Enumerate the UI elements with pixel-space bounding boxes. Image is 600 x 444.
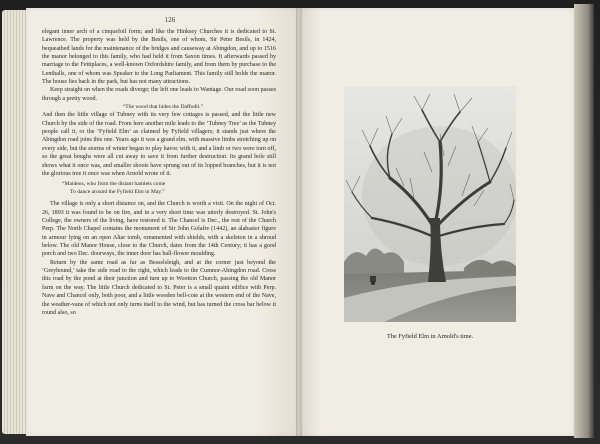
verse-quote <box>62 181 276 196</box>
paragraph: Keep straight on when the roads diverge; the left one leads to Wantage. Our road soon passes through a pretty wood. <box>42 87 276 102</box>
verse-line: To dance around the Fyfield Elm in May.” <box>70 188 165 195</box>
tree-illustration <box>344 86 516 322</box>
page-edges <box>2 10 28 434</box>
paragraph: elegant inner arch of a cinquefoil form; and like the Hinksey Churches it is dedicated to St. Lawrence. The property was held by the Besils, one of whom, Sir Peter Besils, in 1424, bequeathed lands for the maintenance of the bridges and causeway at Abingdon, and up to 1516 the manor belonged to this family, who had held it from Saxon times. It afterwards passed by marriage to the Fettiplaces, a well-known Oxfordshire family, and from them by purchase to the Lenthalls, one of whom was Speaker to the Long Parliament. This family still holds the manor. The house lies back in the park, but has not many attractions. <box>42 29 276 86</box>
page-number: 126 <box>164 16 176 24</box>
epigraph: “The wood that hides the Daffodil.” <box>122 104 204 111</box>
photo-caption: The Fyfield Elm in Arnold's time. <box>386 333 474 340</box>
book-gutter <box>296 8 302 436</box>
verse-line: “Maidens, who from the distant hamlets come <box>62 181 166 188</box>
left-page-text <box>42 28 276 317</box>
cover-edge <box>574 4 594 438</box>
paragraph: And then the little village of Tubney with its very few cottages is passed, and the little new Church by the side of the road. From here another mile leads to the ‘Tubney Tree’ as the Tubney people call it, or the ‘Fyfield Elm’ as claimed by Fyfield villagers; it stands just where the Abingdon road joins this one. Years ago it was a grand elm, with massive limbs stretching up on every side, but the storms of winter began to play havoc with it, and a limb or two were torn off, so the great boughs were all cut away to save it from further destruction. Its grand bole still shows what it once was, and smaller shoots have sprung out of its lopped branches, but it is not the glorious tree it once was when Arnold wrote of it. <box>42 112 276 177</box>
elm-photograph <box>344 86 516 322</box>
paragraph: The village is only a short distance on, and the Church is worth a visit. On the night of Oct. 26, 1893 it was found to be on fire, and in a very short time was utterly destroyed. St. John's College, the owners of the living, have restored it. The Chancel is Dec., the rest of the Church Perp. The North Chapel contains the monument of Sir John Golafre (1442), an alabaster figure in armour lying on an open Altar tomb, ornamented with shields, with a skeleton in a shroud below. The old Manor House, close to the Church, dates from the 14th Century; it has a good porch and two Dec. doorways, the inner door has ball-flower moulding. <box>42 201 276 258</box>
paragraph: Return by the same road as far as Besselsleigh, and at the corner just beyond the ‘Greyhound,’ take the side road to the right, which leads to the Cumnor-Abingdon road. Cross this road by the pond at their junction and turn up to Wootton Church, passing the old Manor farm on the way. The little Church dedicated to St. Peter is a small quaint edifice with Perp. Nave and Chancel only, both poor, and a little wooden bell-cote at the western end of the Nave, the weather-vane of which not only turns itself to the wind, but has turned the cross bar below it round also, so <box>42 259 276 316</box>
